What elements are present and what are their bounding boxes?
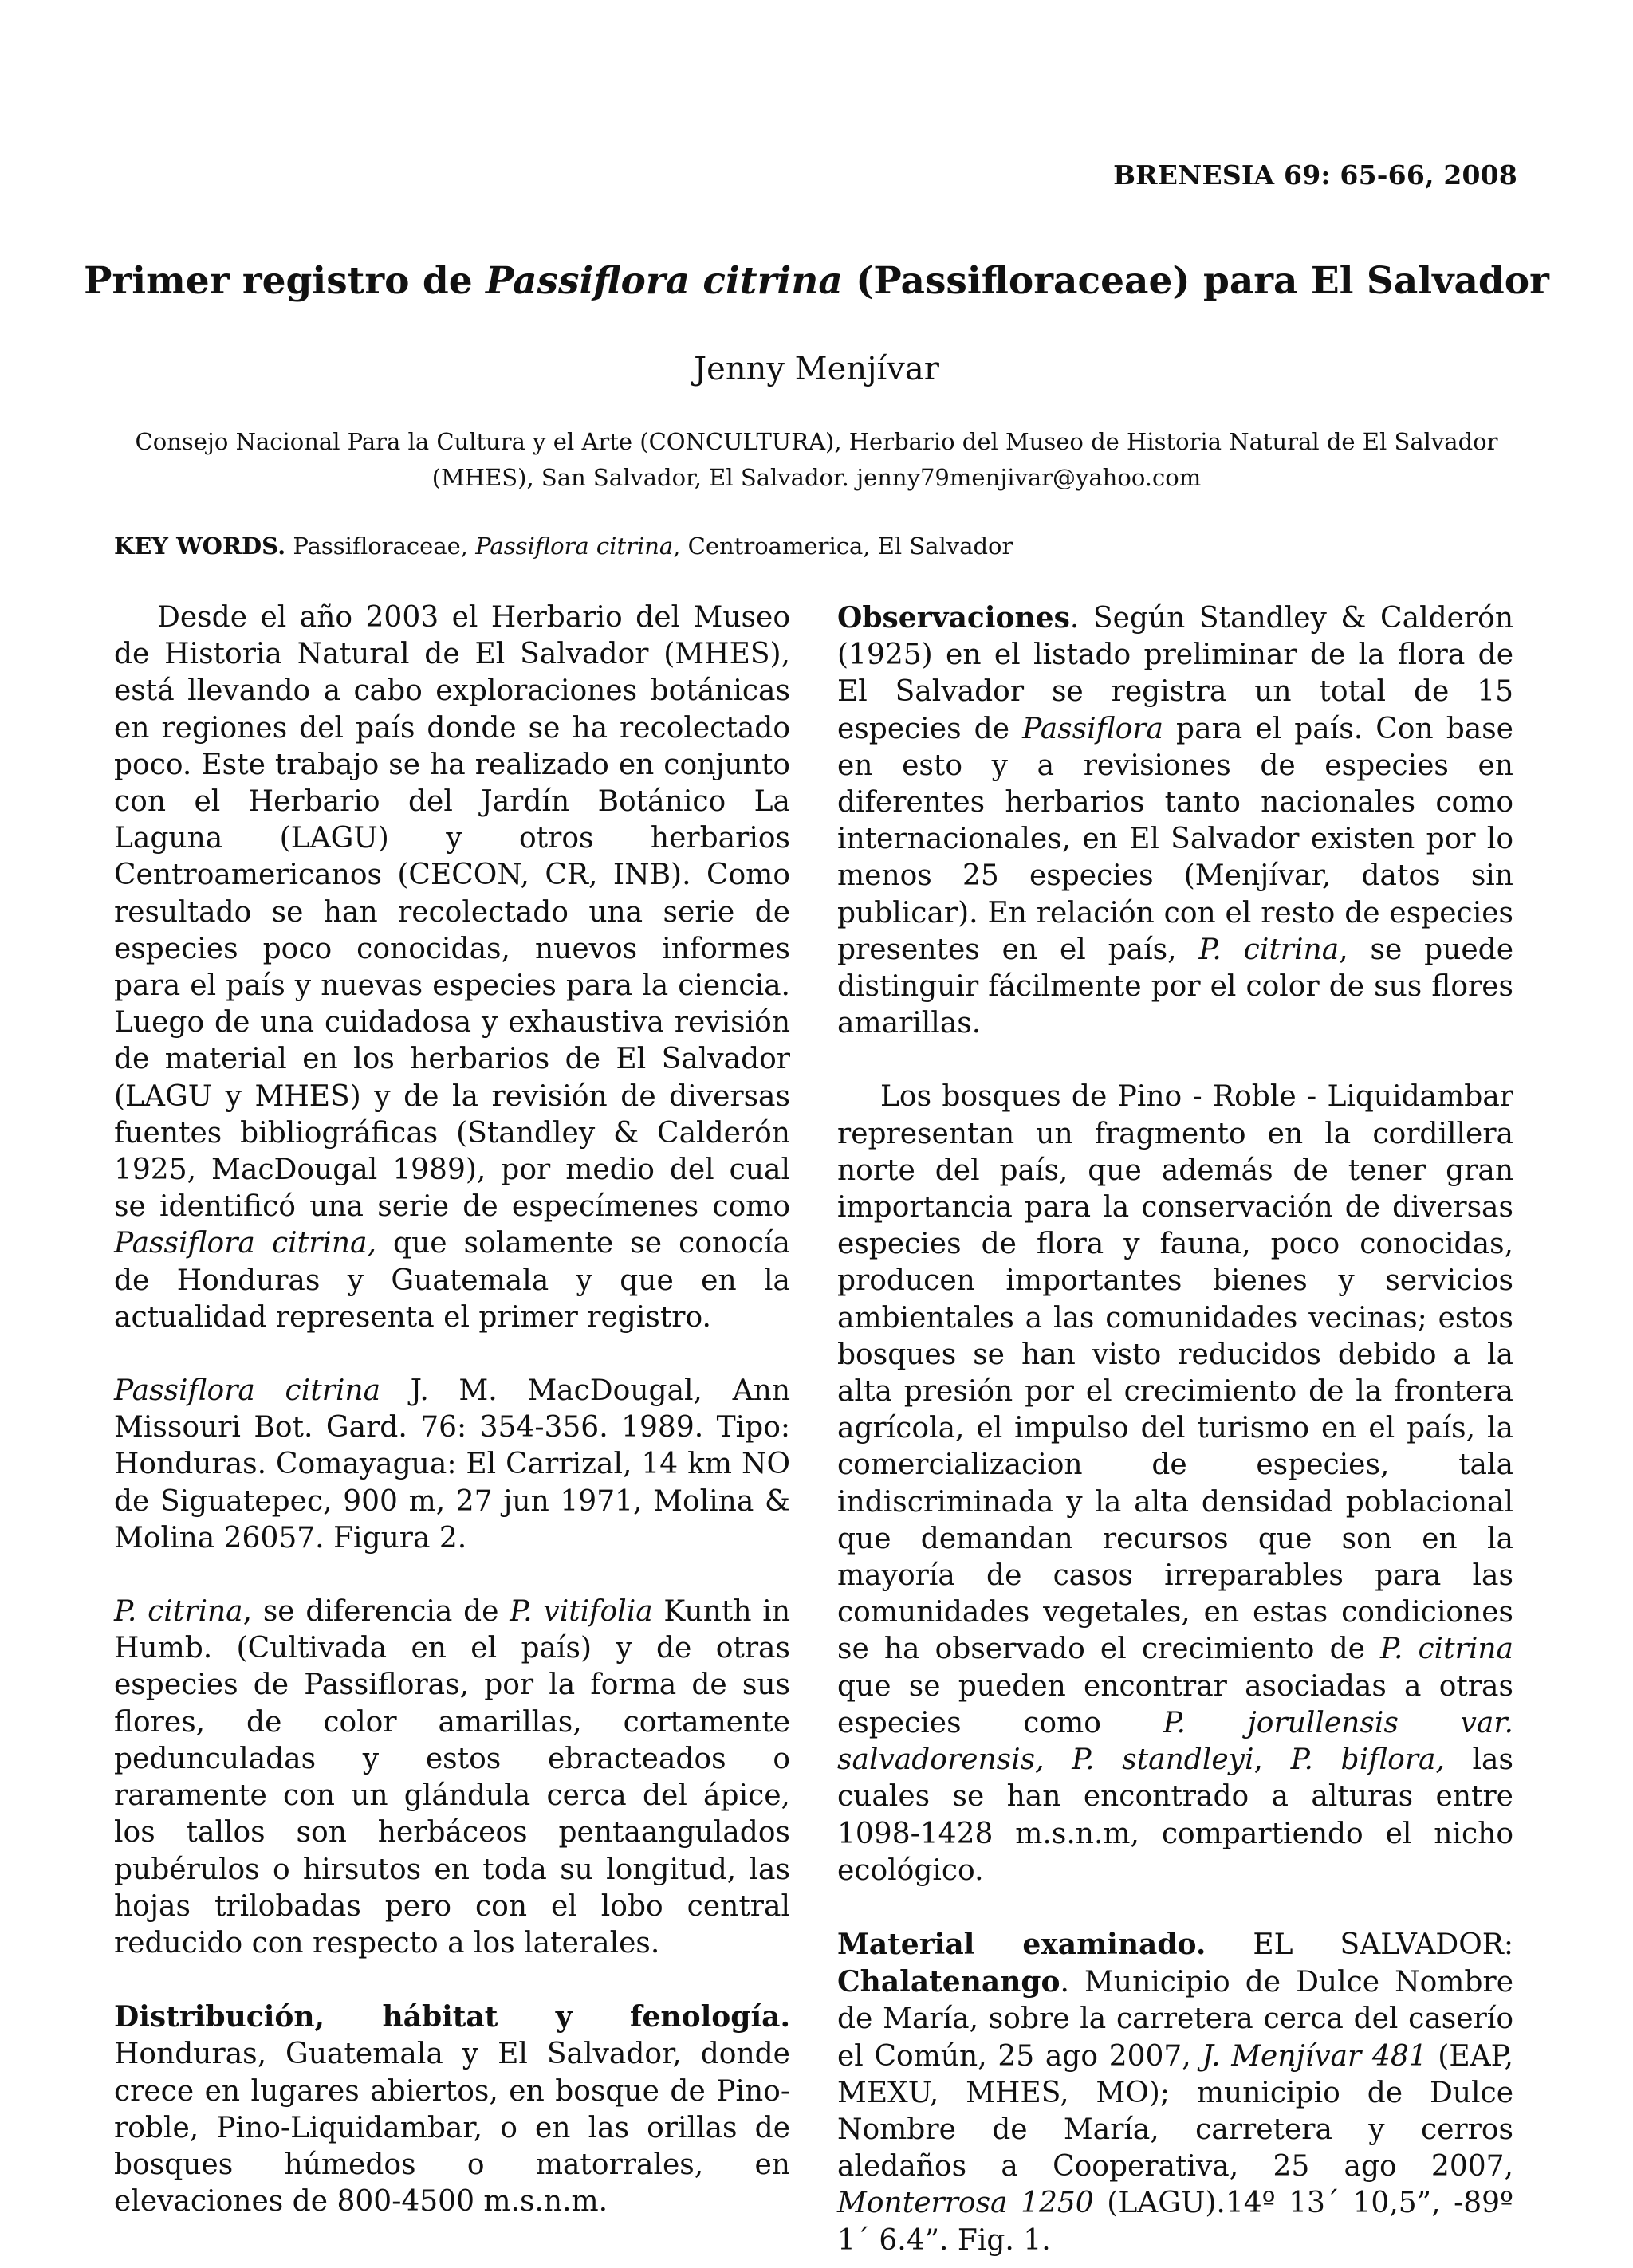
observations-paragraph — [837, 599, 1513, 1042]
article-title — [0, 259, 1633, 303]
observations-text-2: para el país. Con base en esto y a revisiones de especies en diferentes herbarios tanto nacionales como internacionales, en El Salvador existen por lo menos 25 especies (Menjívar, datos sin publicar). En relación con el resto de especies presentes en el país, — [837, 712, 1513, 966]
type-text: J. M. MacDougal, Ann Missouri Bot. Gard. 76: 354-356. 1989. Tipo: Honduras. Comayagua: El Carrizal, 14 km NO de Siguatepec, 900 m, 27 jun 1971, Molina & Molina 26057. Figura 2. — [114, 1374, 790, 1555]
diagnosis-paragraph — [114, 1594, 790, 1962]
affiliation-line-1: Consejo Nacional Para la Cultura y el Arte (CONCULTURA), Herbario del Museo de Historia Natural de El Salvador — [135, 428, 1498, 455]
keywords-text: Passifloraceae, — [285, 533, 476, 560]
forests-text: Los bosques de Pino - Roble - Liquidambar representan un fragmento en la cordillera norte del país, que además de tener gran importancia para la conservación de diversas especies de flora y fauna, poco conocidas, producen importantes bienes y servicios ambientales a las comunidades vecinas; estos bosques se han visto reducidos debido a la alta presión por el crecimiento de la frontera agrícola, el impulso del turismo en el país, la comercializacion de especies, tala indiscriminada y la alta densidad poblacional que demandan recursos que son en la mayoría de casos irreparables para las comunidades vegetales, en estas condiciones se ha observado el crecimiento de — [837, 1080, 1513, 1666]
intro-text: Desde el año 2003 el Herbario del Museo de Historia Natural de El Salvador (MHES), está llevando a cabo exploraciones botánicas en regiones del país donde se ha recolectado poco. Este trabajo se ha realizado en conjunto con el Herbario del Jardín Botánico La Laguna (LAGU) y otros herbarios Centroamericanos (CECON, CR, INB). Como resultado se han recolectado una serie de especies poco conocidas, nuevos informes para el país y nuevas especies para la ciencia. Luego de una cuidadosa y exhaustiva revisión de material en los herbarios de El Salvador (LAGU y MHES) y de la revisión de diversas fuentes bibliográficas (Standley & Calderón 1925, MacDougal 1989), por medio del cual se identificó una serie de especímenes como — [114, 601, 790, 1224]
observations-text: . Según Standley & Calderón (1925) en el listado preliminar de la flora de El Salvador se registra un total de 15 especies de — [837, 602, 1513, 745]
keywords-text: , Centroamerica, El Salvador — [673, 533, 1013, 560]
type-species: Passiflora citrina — [114, 1374, 381, 1408]
diagnosis-text-2: Kunth in Humb. (Cultivada en el país) y de otras especies de Passifloras, por la forma de sus flores, de color amarillas, cortamente pedunculadas y estos ebracteados o raramente con un glándula cerca del ápice, los tallos son herbáceos pentaangulados pubérulos o hirsutos en toda su longitud, las hojas trilobadas pero con el lobo central reducido con respecto a los laterales. — [114, 1595, 791, 1959]
material-collector-2: Monterrosa 1250 — [837, 2187, 1094, 2220]
material-text-2: . Municipio de Dulce Nombre de María, sobre la carretera cerca del caserío el Común, 25 ago 2007, — [837, 1966, 1513, 2073]
distribution-text: Honduras, Guatemala y El Salvador, donde crece en lugares abiertos, en bosque de Pino-roble, Pino-Liquidambar, o en las orillas de bosques húmedos o matorrales, en elevaciones de 800-4500 m.s.n.m. — [114, 2038, 790, 2219]
title-suffix: (Passifloraceae) para El Salvador — [842, 259, 1549, 303]
material-paragraph — [837, 1926, 1513, 2259]
keywords-species: Passiflora citrina — [475, 533, 674, 560]
right-column — [837, 599, 1513, 2259]
author-name: Jenny Menjívar — [694, 351, 939, 387]
forests-text-3: , — [1253, 1743, 1291, 1777]
forests-species-2: P. jorullensis var. salvadorensis, P. standleyi — [837, 1706, 1513, 1777]
forests-species-3: P. biflora, — [1290, 1743, 1445, 1777]
distribution-paragraph — [114, 1999, 790, 2220]
left-column — [114, 599, 790, 2220]
material-department: Chalatenango — [837, 1965, 1060, 1999]
material-text: EL SALVADOR: — [1206, 1928, 1514, 1961]
observations-heading: Observaciones — [837, 601, 1070, 635]
journal-citation: BRENESIA 69: 65-66, 2008 — [1113, 159, 1517, 191]
intro-text-end: que solamente se conocía de Honduras y Guatemala y que en la actualidad representa el primer registro. — [114, 1227, 790, 1334]
keywords-label: KEY WORDS. — [114, 533, 286, 560]
title-species: Passiflora citrina — [485, 259, 843, 303]
diagnosis-text: , se diferencia de — [242, 1595, 510, 1629]
observations-text-3: , se puede distinguir fácilmente por el color de sus flores amarillas. — [837, 933, 1514, 1040]
forests-text-2: que se pueden encontrar asociadas a otras especies como — [837, 1669, 1513, 1739]
material-collector-1: J. Menjívar 481 — [1202, 2039, 1427, 2073]
affiliation — [120, 424, 1513, 496]
affiliation-line-2: (MHES), San Salvador, El Salvador. jenny79menjivar@yahoo.com — [431, 464, 1202, 491]
forests-paragraph — [837, 1079, 1513, 1889]
intro-paragraph — [114, 599, 790, 1336]
keywords — [114, 533, 1013, 560]
diagnosis-species: P. citrina — [114, 1595, 243, 1629]
title-prefix: Primer registro de — [84, 259, 486, 303]
type-paragraph — [114, 1373, 790, 1557]
forests-species: P. citrina — [1380, 1633, 1513, 1666]
material-heading: Material examinado. — [837, 1927, 1206, 1961]
intro-species: Passiflora citrina, — [114, 1227, 376, 1260]
material-text-4: (LAGU).14º 13´ 10,5”, -89º 1´ 6.4”. Fig. 1. — [837, 2187, 1513, 2257]
material-text-3: (EAP, MEXU, MHES, MO); municipio de Dulce Nombre de María, carretera y cerros aledaños a Cooperativa, 25 ago 2007, — [837, 2039, 1513, 2183]
observations-species: P. citrina — [1198, 933, 1340, 966]
distribution-heading: Distribución, hábitat y fenología. — [114, 2000, 790, 2034]
forests-text-4: las cuales se han encontrado a alturas entre 1098-1428 m.s.n.m, compartiendo el nicho ecológico. — [837, 1743, 1513, 1887]
observations-genus: Passiflora — [1022, 712, 1163, 745]
diagnosis-species-2: P. vitifolia — [510, 1595, 653, 1629]
